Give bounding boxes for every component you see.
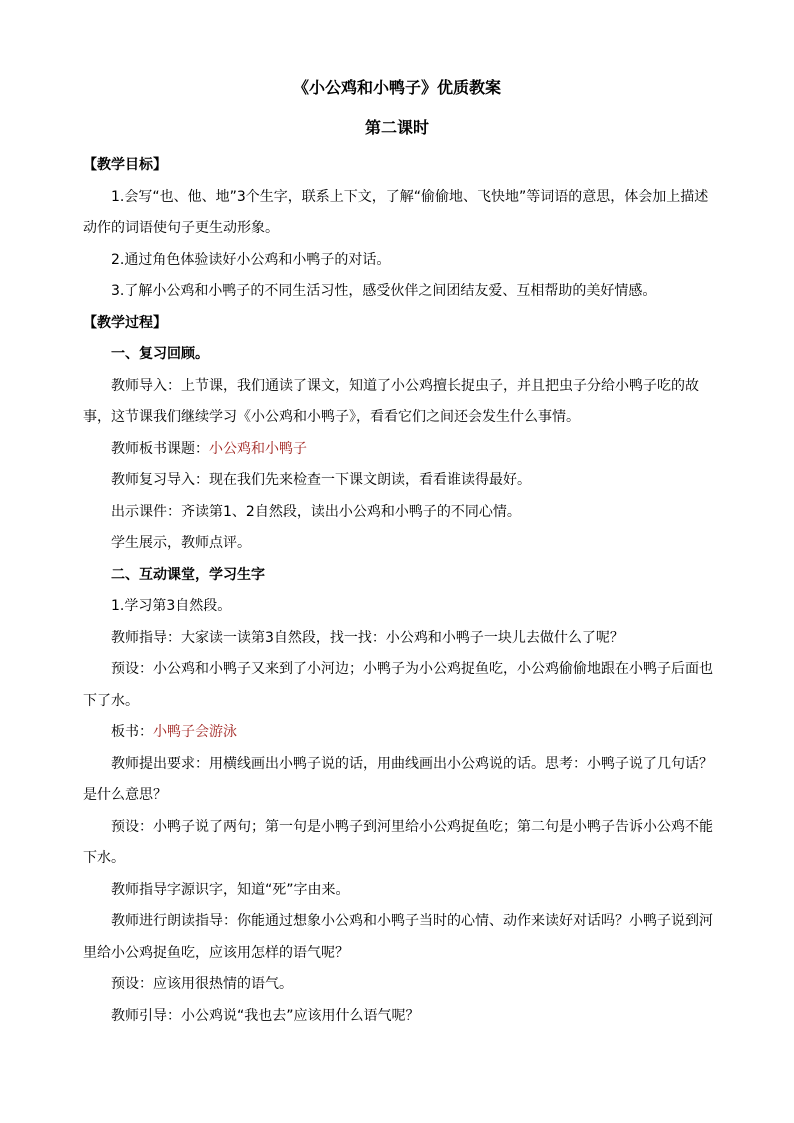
board-prefix: 教师板书课题： — [111, 440, 209, 457]
paragraph: 教师提出要求：用横线画出小鸭子说的话，用曲线画出小公鸡说的话。思考：小鸭子说了几句话？是什么意思？ — [83, 755, 713, 803]
paragraph: 教师导入：上节课，我们通读了课文，知道了小公鸡擅长捉虫子，并且把虫子分给小鸭子吃的故事，这节课我们继续学习《小公鸡和小鸭子》，看看它们之间还会发生什么事情。 — [83, 377, 699, 425]
goal-item-3: 3.了解小公鸡和小鸭子的不同生活习性，感受伙伴之间团结友爱、互相帮助的美好情感。 — [111, 283, 657, 299]
lesson-subtitle: 第二课时 — [364, 118, 429, 137]
paragraph: 1.学习第3自然段。 — [111, 598, 232, 614]
paragraph: 预设：小公鸡和小鸭子又来到了小河边；小鸭子为小公鸡捉鱼吃，小公鸡偷偷地跟在小鸭子后面也下了水。 — [83, 661, 713, 709]
board-prefix: 板书： — [111, 724, 153, 740]
board-text: 小鸭子会游泳 — [153, 724, 237, 740]
paragraph: 出示课件：齐读第1、2自然段，读出小公鸡和小鸭子的不同心情。 — [111, 503, 521, 520]
paragraph: 教师引导：小公鸡说“我也去”应该用什么语气呢？ — [111, 1007, 420, 1024]
board-text-line — [83, 717, 713, 749]
paragraph: 预设：小鸭子说了两句；第一句是小鸭子到河里给小公鸡捉鱼吃；第二句是小鸭子告诉小公鸡不能下水。 — [83, 818, 713, 866]
goal-item-1: 1.会写“也、他、地”3个生字，联系上下文，了解“偷偷地、飞快地”等词语的意思，体会加上描述动作的词语使句子更生动形象。 — [83, 188, 709, 236]
paragraph: 教师进行朗读指导：你能通过想象小公鸡和小鸭子当时的心情、动作来读好对话吗？小鸭子说到河里给小公鸡捉鱼吃，应该用怎样的语气呢？ — [83, 913, 713, 961]
goal-item-2: 2.通过角色体验读好小公鸡和小鸭子的对话。 — [111, 251, 391, 268]
paragraph: 教师指导：大家读一读第3自然段，找一找：小公鸡和小鸭子一块儿去做什么了呢？ — [111, 629, 624, 646]
document-body — [83, 150, 713, 1032]
paragraph: 教师指导字源识字，知道“死”字由来。 — [111, 881, 350, 898]
board-title-text: 小公鸡和小鸭子 — [209, 440, 307, 457]
section-heading-process: 【教学过程】 — [83, 314, 167, 331]
section-heading-goals: 【教学目标】 — [83, 157, 167, 173]
process-part1-heading: 一、复习回顾。 — [111, 346, 209, 362]
process-part2-heading: 二、互动课堂，学习生字 — [111, 566, 265, 583]
board-title-line — [83, 434, 713, 466]
document-title: 《小公鸡和小鸭子》优质教案 — [292, 78, 501, 97]
paragraph: 教师复习导入：现在我们先来检查一下课文朗读，看看谁读得最好。 — [111, 472, 531, 488]
paragraph: 预设：应该用很热情的语气。 — [111, 976, 293, 992]
paragraph: 学生展示，教师点评。 — [111, 535, 251, 551]
